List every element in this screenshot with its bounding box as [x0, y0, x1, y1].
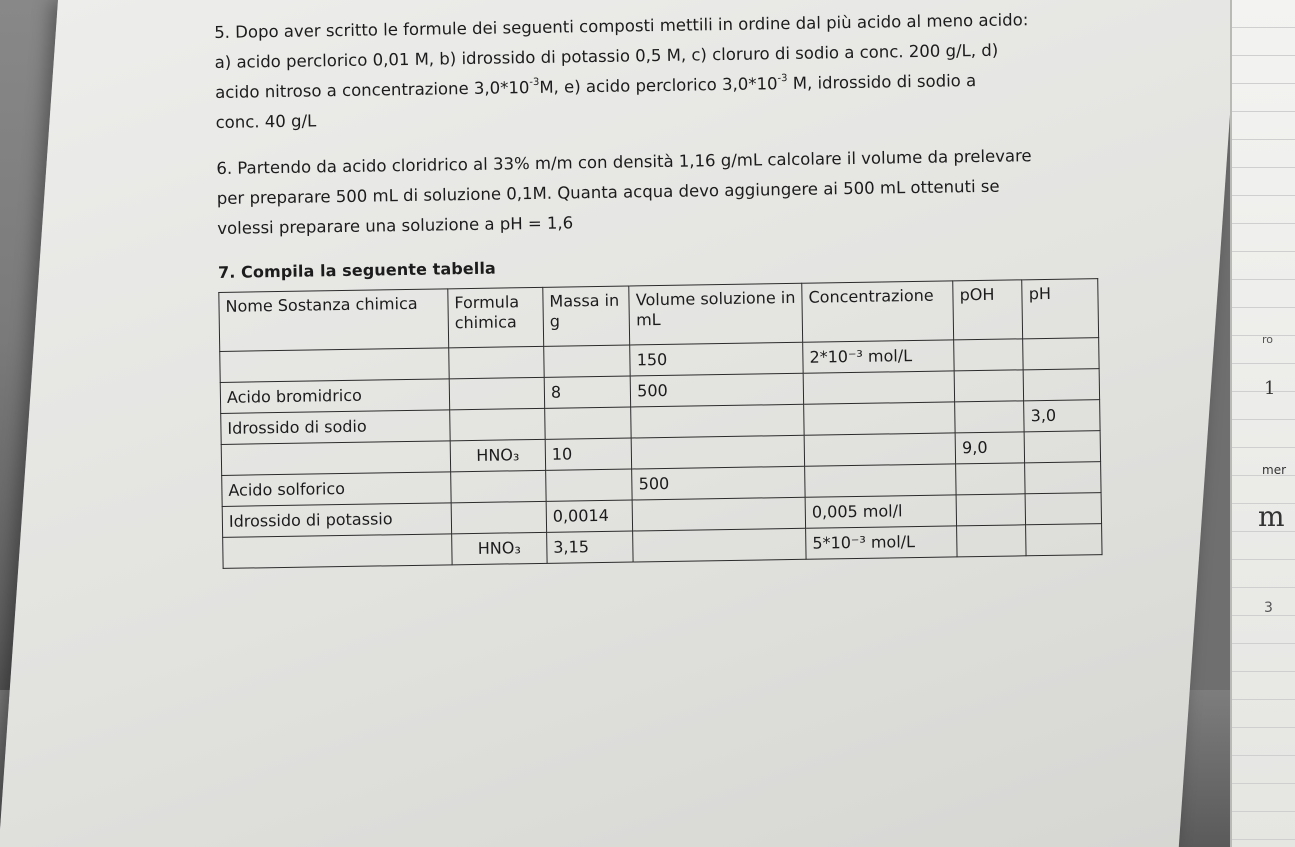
cell-poh[interactable]: 9,0: [955, 432, 1025, 464]
header-volume: Volume soluzione in mL: [629, 283, 803, 345]
cell-poh[interactable]: [956, 463, 1026, 495]
page-fragment-3: 3: [1264, 600, 1273, 616]
header-ph: pH: [1022, 279, 1099, 339]
header-formula: Formula chimica: [448, 287, 544, 347]
q6-line-3: volessi preparare una soluzione a pH = 1,6: [217, 213, 574, 238]
exercise-content: [214, 4, 1123, 569]
header-mass: Massa in g: [543, 286, 630, 346]
cell-concentration[interactable]: [804, 433, 956, 466]
q5-line-1: 5. Dopo aver scritto le formule dei seguenti composti mettili in ordine dal più acido al meno acido:: [214, 10, 1029, 42]
cell-concentration[interactable]: 0,005 mol/l: [805, 495, 957, 528]
q5-exponent-1: -3: [529, 76, 540, 88]
question-6: [216, 140, 1117, 244]
cell-poh[interactable]: [956, 494, 1026, 526]
cell-mass[interactable]: [545, 407, 632, 439]
cell-concentration[interactable]: [804, 402, 956, 435]
cell-poh[interactable]: [954, 339, 1024, 371]
cell-ph[interactable]: [1023, 338, 1099, 370]
cell-name[interactable]: [220, 348, 449, 383]
cell-poh[interactable]: [955, 401, 1025, 433]
cell-ph[interactable]: [1024, 431, 1100, 463]
header-poh: pOH: [953, 280, 1023, 340]
cell-formula[interactable]: HNO₃: [452, 532, 547, 564]
cell-concentration[interactable]: [805, 464, 957, 497]
cell-formula[interactable]: [451, 470, 546, 502]
cell-mass[interactable]: 0,0014: [546, 500, 633, 532]
cell-mass[interactable]: [544, 345, 631, 377]
cell-name[interactable]: Idrossido di sodio: [221, 410, 450, 445]
cell-poh[interactable]: [957, 525, 1027, 557]
cell-concentration[interactable]: 5*10⁻³ mol/L: [806, 526, 958, 559]
cell-concentration[interactable]: [803, 371, 955, 404]
q6-line-1: 6. Partendo da acido cloridrico al 33% m/m con densità 1,16 g/mL calcolare il volume da prelevare: [216, 146, 1032, 178]
cell-mass[interactable]: [546, 469, 633, 501]
cell-ph[interactable]: [1025, 493, 1101, 525]
cell-name[interactable]: [221, 441, 450, 476]
page-fragment-mer: mer: [1262, 463, 1287, 477]
cell-mass[interactable]: 10: [545, 438, 632, 470]
q5-line-4: conc. 40 g/L: [215, 111, 317, 132]
q5-line-3-mid: M, e) acido perclorico 3,0*10: [539, 74, 778, 97]
cell-formula[interactable]: [450, 408, 545, 440]
header-name: Nome Sostanza chimica: [219, 289, 449, 352]
chemistry-table: [218, 278, 1102, 569]
cell-volume[interactable]: [631, 404, 804, 438]
cell-ph[interactable]: 3,0: [1024, 400, 1100, 432]
q6-line-2: per preparare 500 mL di soluzione 0,1M. Quanta acqua devo aggiungere ai 500 mL ottenuti se: [216, 176, 1000, 208]
cell-volume[interactable]: [631, 435, 804, 469]
cell-volume[interactable]: 150: [630, 342, 803, 376]
q5-line-2: a) acido perclorico 0,01 M, b) idrossido di potassio 0,5 M, c) cloruro di sodio a conc. 200 g/L, d): [214, 40, 999, 72]
cell-formula[interactable]: HNO₃: [450, 439, 545, 471]
cell-name[interactable]: [223, 534, 452, 569]
cell-formula[interactable]: [449, 346, 544, 378]
header-concentration: Concentrazione: [802, 281, 954, 342]
q5-line-3-tail: M, idrossido di sodio a: [787, 71, 977, 93]
cell-mass[interactable]: 3,15: [547, 531, 634, 563]
q5-line-3-start: acido nitroso a concentrazione 3,0*10: [215, 78, 530, 102]
cell-ph[interactable]: [1026, 524, 1102, 556]
q5-exponent-2: -3: [777, 72, 788, 84]
page-fragment-m: m: [1258, 500, 1285, 533]
page-fragment-ro: ro: [1262, 333, 1274, 346]
cell-formula[interactable]: [449, 377, 544, 409]
cell-name[interactable]: Acido bromidrico: [220, 379, 449, 414]
adjacent-page: [1230, 0, 1295, 847]
cell-volume[interactable]: 500: [630, 373, 803, 407]
question-5: [214, 4, 1116, 138]
cell-mass[interactable]: 8: [544, 376, 631, 408]
cell-formula[interactable]: [451, 501, 546, 533]
page-fragment-one: 1: [1264, 378, 1276, 399]
cell-volume[interactable]: [632, 497, 805, 531]
cell-poh[interactable]: [954, 370, 1024, 402]
cell-name[interactable]: Idrossido di potassio: [222, 503, 451, 538]
question-7-title: 7. Compila la seguente tabella: [217, 258, 496, 282]
cell-name[interactable]: Acido solforico: [222, 472, 451, 507]
cell-ph[interactable]: [1025, 462, 1101, 494]
cell-concentration[interactable]: 2*10⁻³ mol/L: [803, 340, 955, 373]
cell-ph[interactable]: [1023, 369, 1099, 401]
cell-volume[interactable]: 500: [632, 466, 805, 500]
cell-volume[interactable]: [633, 528, 806, 562]
